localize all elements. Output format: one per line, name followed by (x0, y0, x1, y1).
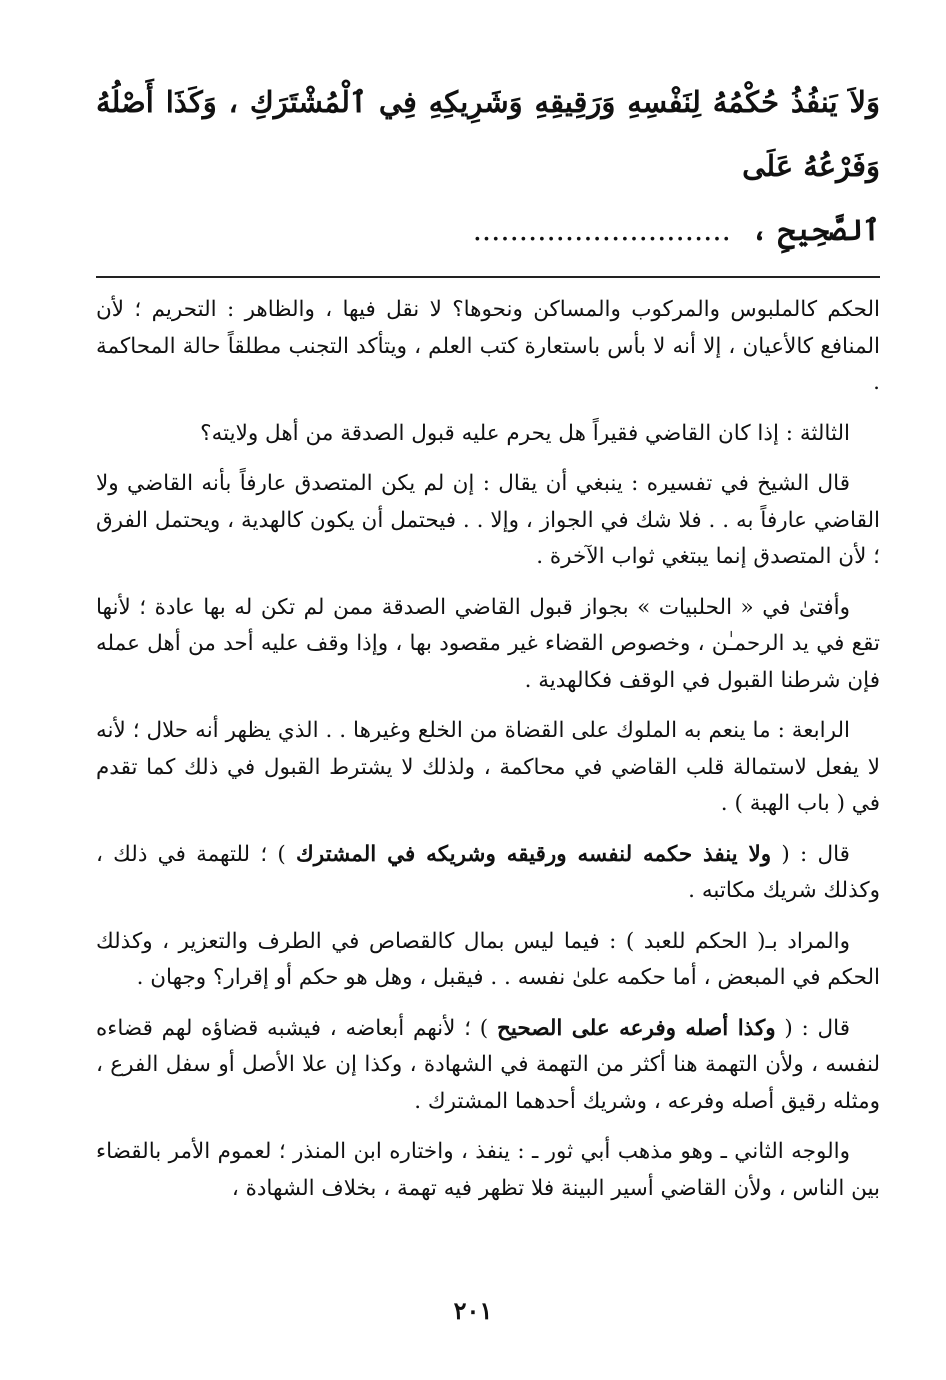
paragraph-6-quote: ولا ينفذ حكمه لنفسه ورقيقه وشريكه في المشترك (296, 841, 772, 867)
paragraph-8-quote: وكذا أصله وفرعه على الصحيح (496, 1015, 776, 1041)
page-number: ٢٠١ (453, 1296, 493, 1325)
paragraph-6-intro: قال : ( (781, 841, 850, 867)
paragraph-6 (96, 837, 880, 910)
sharh-text (96, 292, 880, 1207)
matn-line-2 (96, 198, 880, 262)
paragraph-1: الحكم كالملبوس والمركوب والمساكن ونحوها؟ لا نقل فيها ، والظاهر : التحريم ؛ لأن المنافع كالأعيان ، إلا أنه لا بأس باستعارة كتب العلم ، ويتأكد التجنب مطلقاً حالة المحاكمة . (96, 297, 880, 395)
paragraph-7: والمراد بـ( الحكم للعبد ) : فيما ليس بمال كالقصاص في الطرف والتعزير ، وكذلك الحكم في المبعض ، أما حكمه علىٰ نفسه . . فيقبل ، وهل هو حكم أو إقرار؟ وجهان . (96, 928, 880, 990)
paragraph-9: والوجه الثاني ـ وهو مذهب أبي ثور ـ : ينفذ ، واختاره ابن المنذر ؛ لعموم الأمر بالقضاء بين الناس ، ولأن القاضي أسير البينة فلا تظهر فيه تهمة ، بخلاف الشهادة ، (96, 1139, 880, 1201)
paragraph-3: قال الشيخ في تفسيره : ينبغي أن يقال : إن لم يكن المتصدق عارفاً بأنه القاضي ولا القاضي عارفاً به . . فلا شك في الجواز ، وإلا . . فيحتمل أن يكون كالهدية ، ويحتمل الفرق ؛ لأن المتصدق إنما يبتغي ثواب الآخرة . (96, 471, 880, 569)
paragraph-6-rest: ) ؛ للتهمة في ذلك ، وكذلك شريك مكاتبه . (96, 841, 880, 903)
matn-divider (96, 276, 880, 278)
paragraph-8 (96, 1011, 880, 1121)
paragraph-5: الرابعة : ما ينعم به الملوك على القضاة من الخلع وغيرها . . الذي يظهر أنه حلال ؛ لأنه لا يفعل لاستمالة قلب القاضي في محاكمة ، ولذلك لا يشترط القبول في ذلك كما تقدم في ( باب الهبة ) . (96, 718, 880, 816)
paragraph-8-rest: ) ؛ لأنهم أبعاضه ، فيشبه قضاؤه لهم قضاءه لنفسه ، ولأن التهمة هنا أكثر من التهمة في الشهادة ، وكذا إن علا الأصل أو سفل الفرع ، ومثله رقيق أصله وفرعه ، وشريك أحدهما المشترك . (96, 1015, 880, 1114)
matn-dots: ............................ (472, 213, 731, 247)
paragraph-8-intro: قال : ( (784, 1015, 850, 1041)
matn-line-2-text: ٱلصَّحِيحِ ، (750, 213, 880, 247)
paragraph-2: الثالثة : إذا كان القاضي فقيراً هل يحرم عليه قبول الصدقة من أهل ولايته؟ (200, 420, 850, 446)
matn-text (96, 70, 880, 262)
matn-line-1: وَلاَ يَنفُذُ حُكْمُهُ لِنَفْسِهِ وَرَقِيقِهِ وَشَرِيكِهِ فِي ٱلْمُشْتَرَكِ ، وَكَذَا أَصْلُهُ وَفَرْعُهُ عَلَى (96, 85, 880, 183)
paragraph-4: وأفتىٰ في « الحلبيات » بجواز قبول القاضي الصدقة ممن لم تكن له بها عادة ؛ لأنها تقع في يد الرحمـٰن ، وخصوص القضاء غير مقصود بها ، وإذا وقف عليه أحد من أهل عمله فإن شرطنا القبول في الوقف فكالهدية . (96, 594, 880, 693)
